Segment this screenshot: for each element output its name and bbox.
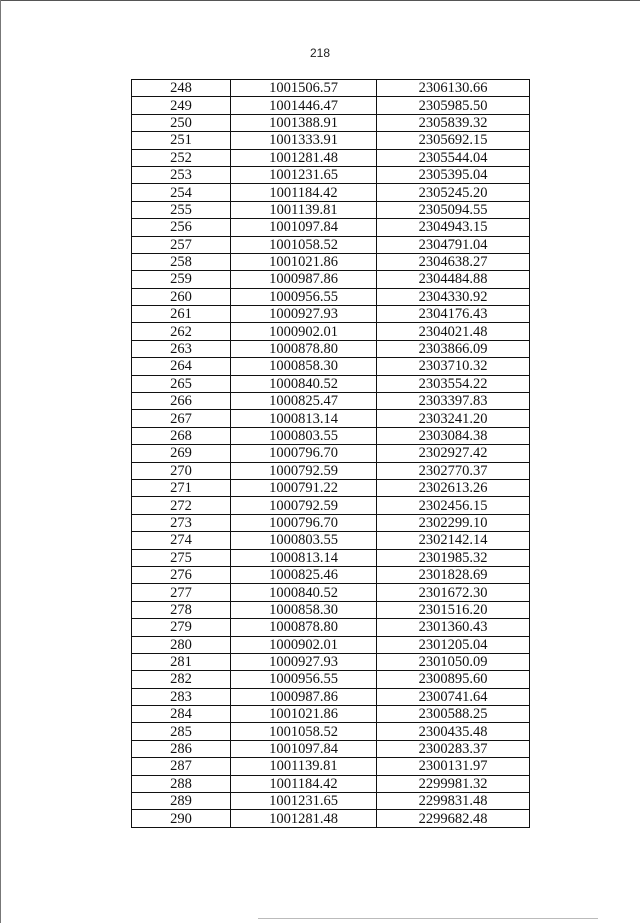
y-coordinate-cell: 2304021.48: [377, 323, 530, 340]
footer-rule: [258, 918, 598, 919]
point-number-cell: 281: [132, 653, 231, 670]
y-coordinate-cell: 2303241.20: [377, 410, 530, 427]
table-row: [132, 706, 530, 723]
x-coordinate-cell: 1001281.48: [231, 810, 377, 827]
table-row: [132, 149, 530, 166]
table-row: [132, 393, 530, 410]
table-row: [132, 80, 530, 97]
y-coordinate-cell: 2305245.20: [377, 184, 530, 201]
point-number-cell: 270: [132, 462, 231, 479]
x-coordinate-cell: 1000840.52: [231, 375, 377, 392]
table-row: [132, 653, 530, 670]
table-row: [132, 236, 530, 253]
table-row: [132, 410, 530, 427]
x-coordinate-cell: 1000956.55: [231, 288, 377, 305]
x-coordinate-cell: 1001446.47: [231, 97, 377, 114]
x-coordinate-cell: 1000825.47: [231, 393, 377, 410]
y-coordinate-cell: 2300588.25: [377, 706, 530, 723]
x-coordinate-cell: 1001097.84: [231, 740, 377, 757]
x-coordinate-cell: 1001139.81: [231, 758, 377, 775]
x-coordinate-cell: 1000858.30: [231, 601, 377, 618]
table-row: [132, 514, 530, 531]
point-number-cell: 271: [132, 479, 231, 496]
y-coordinate-cell: 2305985.50: [377, 97, 530, 114]
point-number-cell: 267: [132, 410, 231, 427]
point-number-cell: 266: [132, 393, 231, 410]
y-coordinate-cell: 2302456.15: [377, 497, 530, 514]
x-coordinate-cell: 1000796.70: [231, 514, 377, 531]
y-coordinate-cell: 2303710.32: [377, 358, 530, 375]
y-coordinate-cell: 2304176.43: [377, 306, 530, 323]
y-coordinate-cell: 2303554.22: [377, 375, 530, 392]
table-row: [132, 497, 530, 514]
point-number-cell: 248: [132, 80, 231, 97]
point-number-cell: 286: [132, 740, 231, 757]
x-coordinate-cell: 1000902.01: [231, 636, 377, 653]
y-coordinate-cell: 2304484.88: [377, 271, 530, 288]
table-row: [132, 793, 530, 810]
point-number-cell: 259: [132, 271, 231, 288]
y-coordinate-cell: 2302142.14: [377, 532, 530, 549]
point-number-cell: 264: [132, 358, 231, 375]
point-number-cell: 276: [132, 566, 231, 583]
table-row: [132, 601, 530, 618]
table-row: [132, 532, 530, 549]
y-coordinate-cell: 2301672.30: [377, 584, 530, 601]
x-coordinate-cell: 1001388.91: [231, 114, 377, 131]
x-coordinate-cell: 1001184.42: [231, 775, 377, 792]
x-coordinate-cell: 1000840.52: [231, 584, 377, 601]
y-coordinate-cell: 2301985.32: [377, 549, 530, 566]
table-row: [132, 688, 530, 705]
point-number-cell: 251: [132, 132, 231, 149]
x-coordinate-cell: 1000803.55: [231, 427, 377, 444]
point-number-cell: 274: [132, 532, 231, 549]
table-row: [132, 619, 530, 636]
point-number-cell: 290: [132, 810, 231, 827]
point-number-cell: 249: [132, 97, 231, 114]
x-coordinate-cell: 1000878.80: [231, 340, 377, 357]
table-row: [132, 132, 530, 149]
point-number-cell: 265: [132, 375, 231, 392]
y-coordinate-cell: 2303397.83: [377, 393, 530, 410]
point-number-cell: 279: [132, 619, 231, 636]
table-row: [132, 775, 530, 792]
coordinate-table-body: [132, 80, 530, 828]
x-coordinate-cell: 1001231.65: [231, 166, 377, 183]
y-coordinate-cell: 2304638.27: [377, 253, 530, 270]
y-coordinate-cell: 2301050.09: [377, 653, 530, 670]
x-coordinate-cell: 1000791.22: [231, 479, 377, 496]
point-number-cell: 256: [132, 219, 231, 236]
x-coordinate-cell: 1001058.52: [231, 236, 377, 253]
point-number-cell: 269: [132, 445, 231, 462]
x-coordinate-cell: 1000825.46: [231, 566, 377, 583]
table-row: [132, 445, 530, 462]
x-coordinate-cell: 1001506.57: [231, 80, 377, 97]
point-number-cell: 285: [132, 723, 231, 740]
x-coordinate-cell: 1001139.81: [231, 201, 377, 218]
table-row: [132, 758, 530, 775]
table-row: [132, 479, 530, 496]
table-row: [132, 723, 530, 740]
point-number-cell: 280: [132, 636, 231, 653]
table-row: [132, 184, 530, 201]
table-row: [132, 636, 530, 653]
point-number-cell: 278: [132, 601, 231, 618]
point-number-cell: 284: [132, 706, 231, 723]
y-coordinate-cell: 2302927.42: [377, 445, 530, 462]
scan-left-edge: [0, 0, 1, 923]
table-row: [132, 584, 530, 601]
point-number-cell: 275: [132, 549, 231, 566]
point-number-cell: 288: [132, 775, 231, 792]
x-coordinate-cell: 1000987.86: [231, 688, 377, 705]
table-row: [132, 323, 530, 340]
y-coordinate-cell: 2305692.15: [377, 132, 530, 149]
point-number-cell: 253: [132, 166, 231, 183]
y-coordinate-cell: 2301360.43: [377, 619, 530, 636]
y-coordinate-cell: 2301516.20: [377, 601, 530, 618]
point-number-cell: 289: [132, 793, 231, 810]
x-coordinate-cell: 1000956.55: [231, 671, 377, 688]
y-coordinate-cell: 2299682.48: [377, 810, 530, 827]
point-number-cell: 272: [132, 497, 231, 514]
y-coordinate-cell: 2305094.55: [377, 201, 530, 218]
y-coordinate-cell: 2306130.66: [377, 80, 530, 97]
y-coordinate-cell: 2300283.37: [377, 740, 530, 757]
point-number-cell: 277: [132, 584, 231, 601]
x-coordinate-cell: 1001281.48: [231, 149, 377, 166]
y-coordinate-cell: 2300131.97: [377, 758, 530, 775]
x-coordinate-cell: 1000927.93: [231, 306, 377, 323]
y-coordinate-cell: 2303866.09: [377, 340, 530, 357]
y-coordinate-cell: 2302299.10: [377, 514, 530, 531]
x-coordinate-cell: 1001097.84: [231, 219, 377, 236]
y-coordinate-cell: 2305395.04: [377, 166, 530, 183]
point-number-cell: 252: [132, 149, 231, 166]
point-number-cell: 283: [132, 688, 231, 705]
scan-top-edge: [0, 0, 640, 1]
y-coordinate-cell: 2302613.26: [377, 479, 530, 496]
table-row: [132, 114, 530, 131]
table-row: [132, 358, 530, 375]
y-coordinate-cell: 2304943.15: [377, 219, 530, 236]
point-number-cell: 255: [132, 201, 231, 218]
x-coordinate-cell: 1000878.80: [231, 619, 377, 636]
x-coordinate-cell: 1000927.93: [231, 653, 377, 670]
table-row: [132, 219, 530, 236]
x-coordinate-cell: 1001058.52: [231, 723, 377, 740]
y-coordinate-cell: 2300435.48: [377, 723, 530, 740]
x-coordinate-cell: 1000803.55: [231, 532, 377, 549]
table-row: [132, 288, 530, 305]
table-row: [132, 306, 530, 323]
y-coordinate-cell: 2304330.92: [377, 288, 530, 305]
x-coordinate-cell: 1001184.42: [231, 184, 377, 201]
table-row: [132, 462, 530, 479]
point-number-cell: 258: [132, 253, 231, 270]
table-row: [132, 271, 530, 288]
point-number-cell: 250: [132, 114, 231, 131]
table-row: [132, 253, 530, 270]
x-coordinate-cell: 1000858.30: [231, 358, 377, 375]
point-number-cell: 262: [132, 323, 231, 340]
x-coordinate-cell: 1000792.59: [231, 497, 377, 514]
table-row: [132, 740, 530, 757]
table-row: [132, 549, 530, 566]
x-coordinate-cell: 1000813.14: [231, 549, 377, 566]
y-coordinate-cell: 2300741.64: [377, 688, 530, 705]
point-number-cell: 260: [132, 288, 231, 305]
x-coordinate-cell: 1001333.91: [231, 132, 377, 149]
table-row: [132, 566, 530, 583]
x-coordinate-cell: 1001231.65: [231, 793, 377, 810]
y-coordinate-cell: 2301828.69: [377, 566, 530, 583]
point-number-cell: 273: [132, 514, 231, 531]
table-row: [132, 166, 530, 183]
x-coordinate-cell: 1001021.86: [231, 706, 377, 723]
x-coordinate-cell: 1000792.59: [231, 462, 377, 479]
table-row: [132, 671, 530, 688]
point-number-cell: 263: [132, 340, 231, 357]
coordinate-table: [131, 79, 530, 828]
table-row: [132, 97, 530, 114]
point-number-cell: 282: [132, 671, 231, 688]
point-number-cell: 287: [132, 758, 231, 775]
y-coordinate-cell: 2304791.04: [377, 236, 530, 253]
y-coordinate-cell: 2301205.04: [377, 636, 530, 653]
y-coordinate-cell: 2300895.60: [377, 671, 530, 688]
y-coordinate-cell: 2305839.32: [377, 114, 530, 131]
x-coordinate-cell: 1000987.86: [231, 271, 377, 288]
table-row: [132, 201, 530, 218]
table-row: [132, 810, 530, 827]
point-number-cell: 268: [132, 427, 231, 444]
x-coordinate-cell: 1001021.86: [231, 253, 377, 270]
y-coordinate-cell: 2299981.32: [377, 775, 530, 792]
x-coordinate-cell: 1000813.14: [231, 410, 377, 427]
table-row: [132, 375, 530, 392]
x-coordinate-cell: 1000902.01: [231, 323, 377, 340]
x-coordinate-cell: 1000796.70: [231, 445, 377, 462]
table-row: [132, 427, 530, 444]
page-number: 218: [309, 46, 331, 60]
y-coordinate-cell: 2305544.04: [377, 149, 530, 166]
y-coordinate-cell: 2299831.48: [377, 793, 530, 810]
point-number-cell: 254: [132, 184, 231, 201]
y-coordinate-cell: 2303084.38: [377, 427, 530, 444]
table-row: [132, 340, 530, 357]
point-number-cell: 261: [132, 306, 231, 323]
point-number-cell: 257: [132, 236, 231, 253]
y-coordinate-cell: 2302770.37: [377, 462, 530, 479]
